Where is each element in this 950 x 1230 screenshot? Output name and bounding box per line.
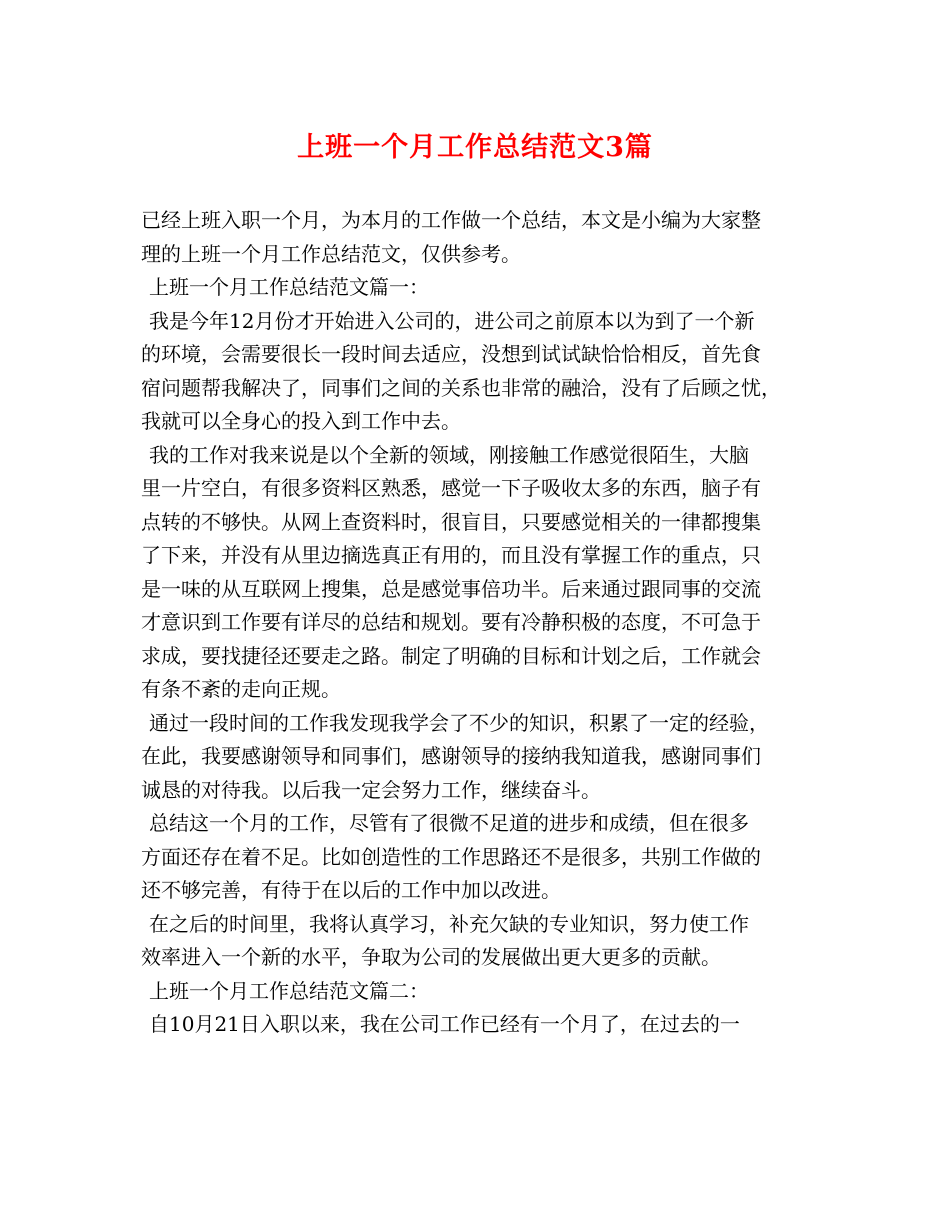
text-line: 我的工作对我来说是以个全新的领域，刚接触工作感觉很陌生，大脑 — [149, 442, 749, 467]
text-line: 理的上班一个月工作总结范文，仅供参考。 — [141, 241, 521, 266]
text-line: 才意识到工作要有详尽的总结和规划。要有冷静积极的态度，不可急于 — [141, 610, 761, 634]
text-line: 点转的不够快。从网上查资料时，很盲目，只要感觉相关的一律都搜集 — [141, 509, 761, 534]
document-body — [141, 204, 831, 1042]
document-title: 上班一个月工作总结范文3篇 — [297, 132, 653, 163]
text-line: 了下来，并没有从里边摘选真正有用的，而且没有掌握工作的重点，只 — [141, 543, 761, 567]
text-line: 里一片空白，有很多资料区熟悉，感觉一下子吸收太多的东西，脑子有 — [141, 476, 761, 500]
text-line: 我就可以全身心的投入到工作中去。 — [141, 409, 461, 433]
text-line: 通过一段时间的工作我发现我学会了不少的知识，积累了一定的经验， — [149, 710, 769, 735]
text-line: 在之后的时间里，我将认真学习，补充欠缺的专业知识，努力使工作 — [149, 911, 749, 936]
text-line: 还不够完善，有待于在以后的工作中加以改进。 — [141, 878, 561, 902]
text-line: 我是今年12月份才开始进入公司的，进公司之前原本以为到了一个新 — [149, 308, 755, 333]
text-line: 求成，要找捷径还要走之路。制定了明确的目标和计划之后，工作就会 — [141, 643, 761, 668]
text-line: 自10月21日入职以来，我在公司工作已经有一个月了，在过去的一 — [149, 1012, 740, 1036]
text-line: 已经上班入职一个月，为本月的工作做一个总结，本文是小编为大家整 — [141, 208, 761, 232]
text-line: 方面还存在着不足。比如创造性的工作思路还不是很多，共别工作做的 — [141, 844, 761, 869]
text-line: 诚恳的对待我。以后我一定会努力工作，继续奋斗。 — [141, 777, 601, 802]
text-line: 宿问题帮我解决了，同事们之间的关系也非常的融洽，没有了后顾之忧， — [141, 375, 781, 400]
text-line: 的环境，会需要很长一段时间去适应，没想到试试缺恰恰相反，首先食 — [141, 342, 761, 366]
text-line: 上班一个月工作总结范文篇二： — [149, 978, 429, 1003]
text-line: 是一味的从互联网上搜集，总是感觉事倍功半。后来通过跟同事的交流 — [141, 576, 761, 601]
text-line: 有条不紊的走向正规。 — [141, 677, 341, 701]
text-line: 效率进入一个新的水平，争取为公司的发展做出更大更多的贡献。 — [141, 945, 721, 969]
text-line: 总结这一个月的工作，尽管有了很微不足道的进步和成绩，但在很多 — [149, 811, 749, 835]
text-line: 上班一个月工作总结范文篇一： — [149, 275, 429, 299]
text-line: 在此，我要感谢领导和同事们，感谢领导的接纳我知道我，感谢同事们 — [141, 744, 761, 768]
